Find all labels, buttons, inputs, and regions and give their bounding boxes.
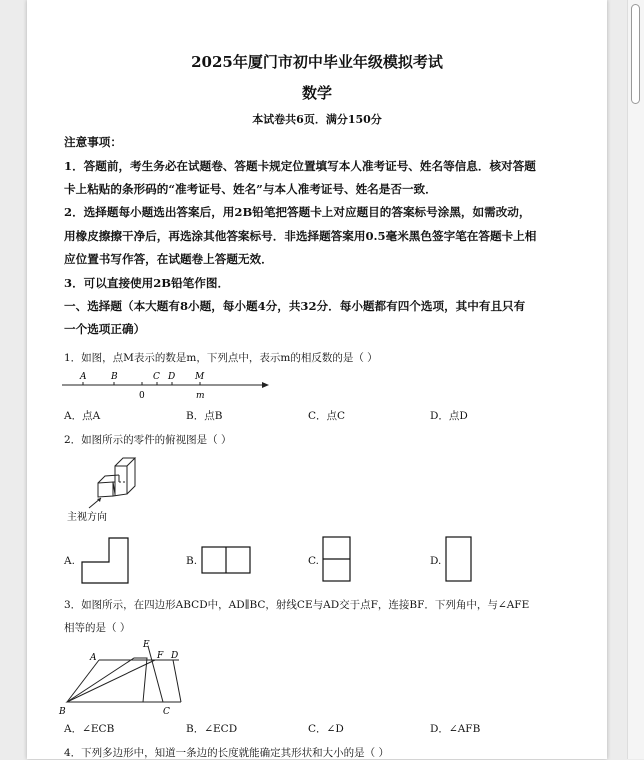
- point-label-c: C: [153, 372, 160, 382]
- number-line-arrow: [262, 382, 269, 388]
- q3-option-a[interactable]: A．∠ECB: [64, 723, 115, 735]
- question-3-stem-cont: 相等的是（ ）: [64, 622, 131, 634]
- q2-option-a[interactable]: A.: [64, 555, 75, 567]
- notes-line: 1．答题前，考生务必在试题卷、答题卡规定位置填写本人准考证号、姓名等信息．核对答题: [64, 159, 536, 173]
- notes-line: 用橡皮擦擦干净后，再选涂其他答案标号．非选择题答案用0.5毫米黑色签字笔在答题卡上相: [64, 229, 537, 243]
- point-label-d: D: [168, 372, 176, 382]
- q1-option-a[interactable]: A．点A: [64, 410, 101, 422]
- exam-title: 2025年厦门市初中毕业年级模拟考试: [191, 53, 443, 71]
- notes-line: 应位置书写作答，在试题卷上答题无效．: [64, 252, 273, 266]
- question-2-stem: 2．如图所示的零件的俯视图是（ ）: [64, 434, 232, 446]
- q1-option-d[interactable]: D．点D: [430, 410, 468, 422]
- q1-option-b[interactable]: B．点B: [186, 410, 223, 422]
- view-direction-caption: 主视方向: [67, 512, 107, 523]
- vertex-label-c: C: [163, 707, 170, 717]
- question-1-stem: 1．如图，点M表示的数是m，下列点中，表示m的相反数的是（ ）: [64, 352, 378, 364]
- q3-option-b[interactable]: B．∠ECD: [186, 723, 238, 735]
- document-page: [27, 0, 607, 759]
- number-line-figure: [57, 366, 277, 402]
- q1-option-c[interactable]: C．点C: [308, 410, 346, 422]
- question-3-stem: 3．如图所示，在四边形ABCD中，AD∥BC，射线CE与AD交于点F，连接BF．下列角中，与∠AFE: [64, 599, 530, 611]
- scrollbar-thumb[interactable]: [631, 4, 640, 104]
- origin-label: 0: [139, 391, 145, 401]
- point-label-m: M: [195, 372, 205, 382]
- vertex-label-a: A: [90, 653, 97, 663]
- q3-option-c[interactable]: C．∠D: [308, 723, 344, 735]
- value-label-m: m: [196, 391, 205, 401]
- q2-option-c-figure[interactable]: [321, 535, 353, 583]
- section-heading: 一、选择题（本大题有8小题，每小题4分，共32分．每小题都有四个选项，其中有且只有: [64, 299, 526, 313]
- vertex-label-e: E: [143, 640, 150, 650]
- q2-option-c[interactable]: C.: [308, 555, 319, 567]
- point-label-b: B: [111, 372, 118, 382]
- q2-option-b[interactable]: B.: [186, 555, 198, 567]
- subject-title: 数学: [301, 84, 332, 102]
- section-heading: 一个选项正确）: [64, 322, 146, 336]
- q3-option-d[interactable]: D．∠AFB: [430, 723, 481, 735]
- question-4-stem: 4．下列多边形中，知道一条边的长度就能确定其形状和大小的是（ ）: [64, 747, 390, 759]
- vertex-label-d: D: [171, 651, 179, 661]
- vertex-label-b: B: [59, 707, 66, 717]
- q2-option-d[interactable]: D.: [430, 555, 442, 567]
- notes-heading: 注意事项：: [64, 135, 122, 149]
- point-label-a: A: [80, 372, 87, 382]
- notes-line: 2．选择题每小题选出答案后，用2B铅笔把答题卡上对应题目的答案标号涂黑，如需改动，: [64, 205, 531, 219]
- notes-line: 卡上粘贴的条形码的“准考证号、姓名”与本人准考证号、姓名是否一致．: [64, 182, 437, 196]
- q2-option-b-figure[interactable]: [200, 545, 254, 575]
- q2-option-d-figure[interactable]: [444, 535, 474, 583]
- exam-info: 本试卷共6页．满分150分: [252, 113, 382, 126]
- notes-line: 3．可以直接使用2B铅笔作图．: [64, 276, 230, 290]
- vertical-scrollbar[interactable]: [627, 0, 644, 759]
- vertex-label-f: F: [157, 651, 164, 661]
- quadrilateral-figure: [59, 636, 179, 718]
- q2-option-a-figure[interactable]: [79, 536, 131, 584]
- part-3d-figure: [67, 446, 177, 526]
